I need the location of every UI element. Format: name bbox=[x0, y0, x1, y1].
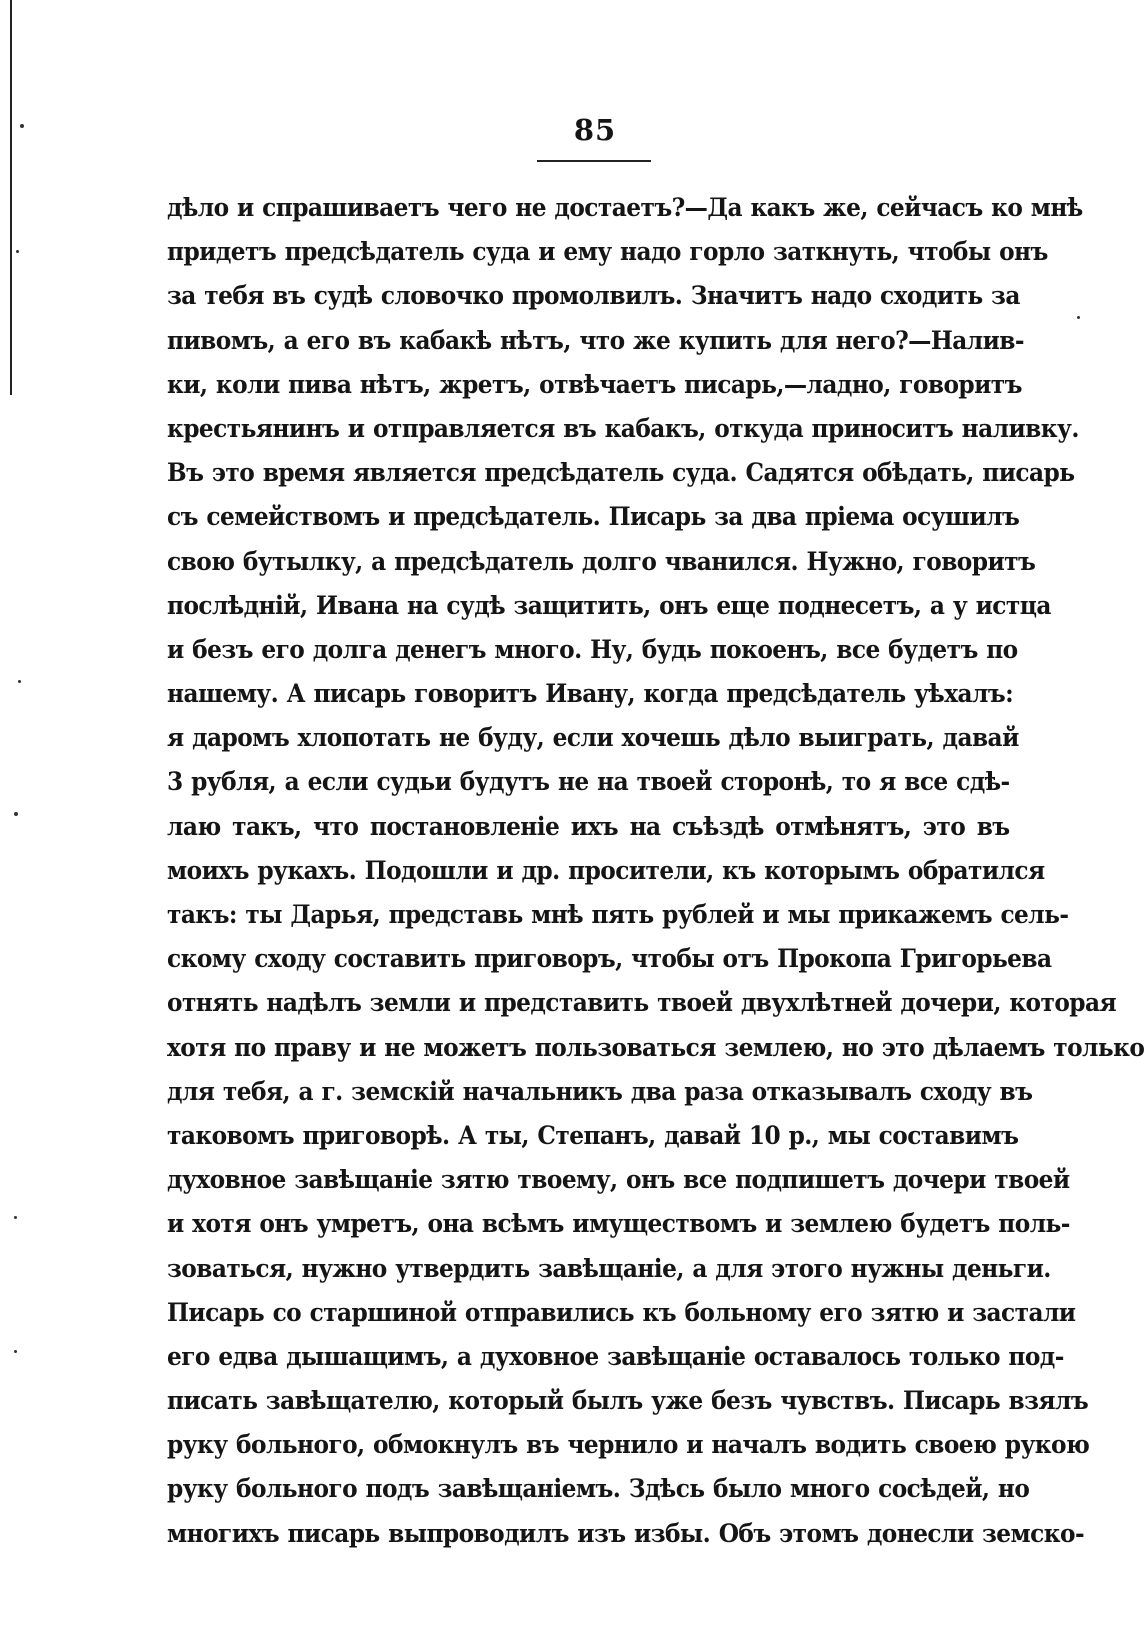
text-line: писать завѣщателю, который былъ уже безъ чувствъ. Писарь взялъ bbox=[167, 1386, 1089, 1416]
scan-left-edge bbox=[10, 0, 12, 395]
text-line: нашему. А писарь говоритъ Ивану, когда предсѣдатель уѣхалъ: bbox=[167, 679, 1014, 709]
text-line: съ семействомъ и предсѣдатель. Писарь за два пріема осушилъ bbox=[167, 502, 1020, 532]
text-line: лаю такъ, что постановленіе ихъ на съѣздѣ отмѣнятъ, это въ bbox=[167, 811, 1010, 841]
text-line: зоваться, нужно утвердить завѣщаніе, а для этого нужны деньги. bbox=[167, 1253, 1051, 1283]
text-line: многихъ писарь выпроводилъ изъ избы. Объ этомъ донесли земско- bbox=[167, 1518, 1085, 1548]
text-line: моихъ рукахъ. Подошли и др. просители, къ которымъ обратился bbox=[167, 855, 1045, 885]
text-line: я даромъ хлопотать не буду, если хочешь дѣло выиграть, давай bbox=[167, 723, 1019, 753]
text-line: отнять надѣлъ земли и представить твоей двухлѣтней дочери, которая bbox=[167, 988, 1117, 1018]
text-line: хотя по праву и не можетъ пользоваться землею, но это дѣлаемъ только bbox=[167, 1032, 1144, 1062]
text-line: придетъ предсѣдатель суда и ему надо горло заткнуть, чтобы онъ bbox=[167, 237, 1048, 267]
text-line: таковомъ приговорѣ. А ты, Степанъ, давай 10 р., мы составимъ bbox=[167, 1120, 1019, 1150]
scan-speck bbox=[1077, 316, 1080, 319]
text-line: и хотя онъ умретъ, она всѣмъ имуществомъ и землею будетъ поль- bbox=[167, 1209, 1070, 1239]
text-line: его едва дышащимъ, а духовное завѣщаніе оставалось только под- bbox=[167, 1341, 1064, 1371]
text-line: руку больного, обмокнулъ въ чернило и началъ водить своею рукою bbox=[167, 1430, 1090, 1460]
text-line: пивомъ, а его въ кабакѣ нѣтъ, что же купить для него?—Налив- bbox=[167, 325, 1024, 355]
scan-speck bbox=[16, 250, 19, 253]
text-line: и безъ его долга денегъ много. Ну, будь покоенъ, все будетъ по bbox=[167, 634, 1018, 664]
text-line: за тебя въ судѣ словочко промолвилъ. Значитъ надо сходить за bbox=[167, 281, 1020, 311]
text-line: дѣло и спрашиваетъ чего не достаетъ?—Да какъ же, сейчасъ ко мнѣ bbox=[167, 193, 1083, 222]
scan-speck bbox=[18, 680, 21, 683]
text-line: руку больного подъ завѣщаніемъ. Здѣсь было много сосѣдей, но bbox=[167, 1474, 1030, 1504]
scan-speck bbox=[14, 1216, 17, 1219]
text-line: ки, коли пива нѣтъ, жретъ, отвѣчаетъ писарь,—ладно, говоритъ bbox=[167, 369, 1022, 399]
scan-speck bbox=[20, 124, 24, 128]
text-line: 3 рубля, а если судьи будутъ не на твоей сторонѣ, то я все сдѣ- bbox=[167, 767, 1010, 797]
text-line: Писарь со старшиной отправились къ больному его зятю и застали bbox=[167, 1297, 1076, 1327]
text-line: Въ это время является предсѣдатель суда. Садятся обѣдать, писарь bbox=[167, 458, 1075, 488]
scan-speck bbox=[14, 1350, 17, 1353]
text-line: духовное завѣщаніе зятю твоему, онъ все подпишетъ дочери твоей bbox=[167, 1165, 1070, 1195]
text-line: свою бутылку, а предсѣдатель долго чванился. Нужно, говоритъ bbox=[167, 546, 1036, 576]
scan-speck bbox=[14, 812, 18, 816]
text-line: крестьянинъ и отправляется въ кабакъ, откуда приноситъ наливку. bbox=[167, 413, 1079, 443]
body-text bbox=[167, 186, 1144, 1556]
page-number-rule bbox=[537, 160, 651, 162]
text-line: такъ: ты Дарья, представь мнѣ пять рублей и мы прикажемъ сель- bbox=[167, 900, 1069, 929]
text-line: для тебя, а г. земскій начальникъ два раза отказывалъ сходу въ bbox=[167, 1076, 1033, 1106]
text-line: скому сходу составить приговоръ, чтобы отъ Прокопа Григорьева bbox=[167, 944, 1052, 974]
text-line: послѣдній, Ивана на судѣ защитить, онъ еще поднесетъ, а у истца bbox=[167, 590, 1051, 620]
page-number: 85 bbox=[573, 113, 617, 147]
